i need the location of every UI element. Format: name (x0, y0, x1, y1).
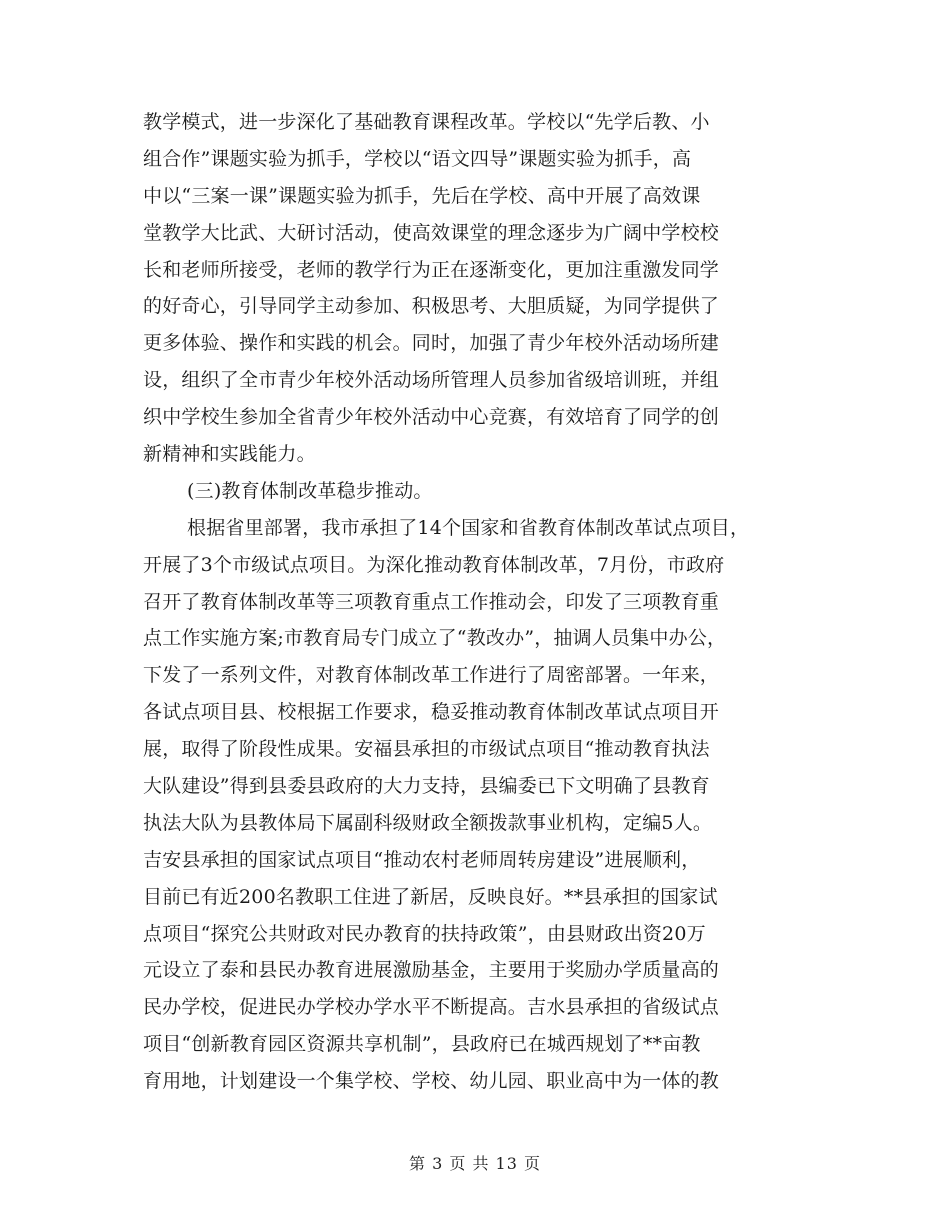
paragraph-line: 教学模式，进一步深化了基础教育课程改革。学校以“先学后教、小 (143, 111, 710, 133)
paragraph-line: 各试点项目县、校根据工作要求，稳妥推动教育体制改革试点项目开 (143, 701, 720, 724)
paragraph-line: 项目“创新教育园区资源共享机制”，县政府已在城西规划了**亩教 (143, 1033, 701, 1056)
paragraph-line: 中以“三案一课”课题实验为抓手，先后在学校、高中开展了高效课 (143, 184, 701, 207)
paragraph-line: 根据省里部署，我市承担了14个国家和省教育体制改革试点项目， (187, 516, 750, 539)
paragraph-line: 目前已有近200名教职工住进了新居，反映良好。**县承担的国家试 (143, 885, 718, 908)
section-heading: (三)教育体制改革稳步推动。 (187, 479, 433, 502)
document-body (143, 104, 823, 1100)
paragraph-line: 的好奇心，引导同学主动参加、积极思考、大胆质疑，为同学提供了 (143, 295, 720, 318)
paragraph-line: 点项目“探究公共财政对民办教育的扶持政策”，由县财政出资20万 (143, 922, 706, 945)
paragraph-line: 开展了3个市级试点项目。为深化推动教育体制改革，7月份，市政府 (143, 553, 725, 576)
paragraph-line: 组合作”课题实验为抓手，学校以“语文四导”课题实验为抓手，高 (143, 147, 692, 170)
paragraph-line: 更多体验、操作和实践的机会。同时，加强了青少年校外活动场所建 (143, 332, 720, 355)
paragraph-line: 长和老师所接受，老师的教学行为正在逐渐变化，更加注重激发同学 (143, 258, 720, 281)
paragraph-line: 育用地，计划建设一个集学校、学校、幼儿园、职业高中为一体的教 (143, 1070, 720, 1093)
paragraph-line: 大队建设”得到县委县政府的大力支持，县编委已下文明确了县教育 (143, 775, 710, 798)
paragraph-line: 设，组织了全市青少年校外活动场所管理人员参加省级培训班，并组 (143, 369, 720, 392)
paragraph-line: 下发了一系列文件，对教育体制改革工作进行了周密部署。一年来， (143, 664, 720, 687)
paragraph-line: 堂教学大比武、大研讨活动，使高效课堂的理念逐步为广阔中学校校 (143, 221, 720, 244)
paragraph-line: 吉安县承担的国家试点项目“推动农村老师周转房建设”进展顺利， (143, 848, 701, 871)
paragraph-line: 民办学校，促进民办学校办学水平不断提高。吉水县承担的省级试点 (143, 996, 720, 1019)
paragraph-line: 织中学校生参加全省青少年校外活动中心竞赛，有效培育了同学的创 (143, 406, 720, 429)
paragraph-line: 新精神和实践能力。 (143, 443, 316, 466)
paragraph-line: 召开了教育体制改革等三项教育重点工作推动会，印发了三项教育重 (143, 590, 720, 613)
page-number-footer: 第 3 页 共 13 页 (409, 1154, 541, 1173)
paragraph-line: 执法大队为县教体局下属副科级财政全额拨款事业机构，定编5人。 (143, 811, 713, 834)
paragraph-line: 展，取得了阶段性成果。安福县承担的市级试点项目“推动教育执法 (143, 738, 710, 761)
paragraph-line: 元设立了泰和县民办教育进展激励基金，主要用于奖励办学质量高的 (143, 959, 720, 982)
paragraph-line: 点工作实施方案;市教育局专门成立了“教改办”，抽调人员集中办公， (143, 627, 727, 650)
